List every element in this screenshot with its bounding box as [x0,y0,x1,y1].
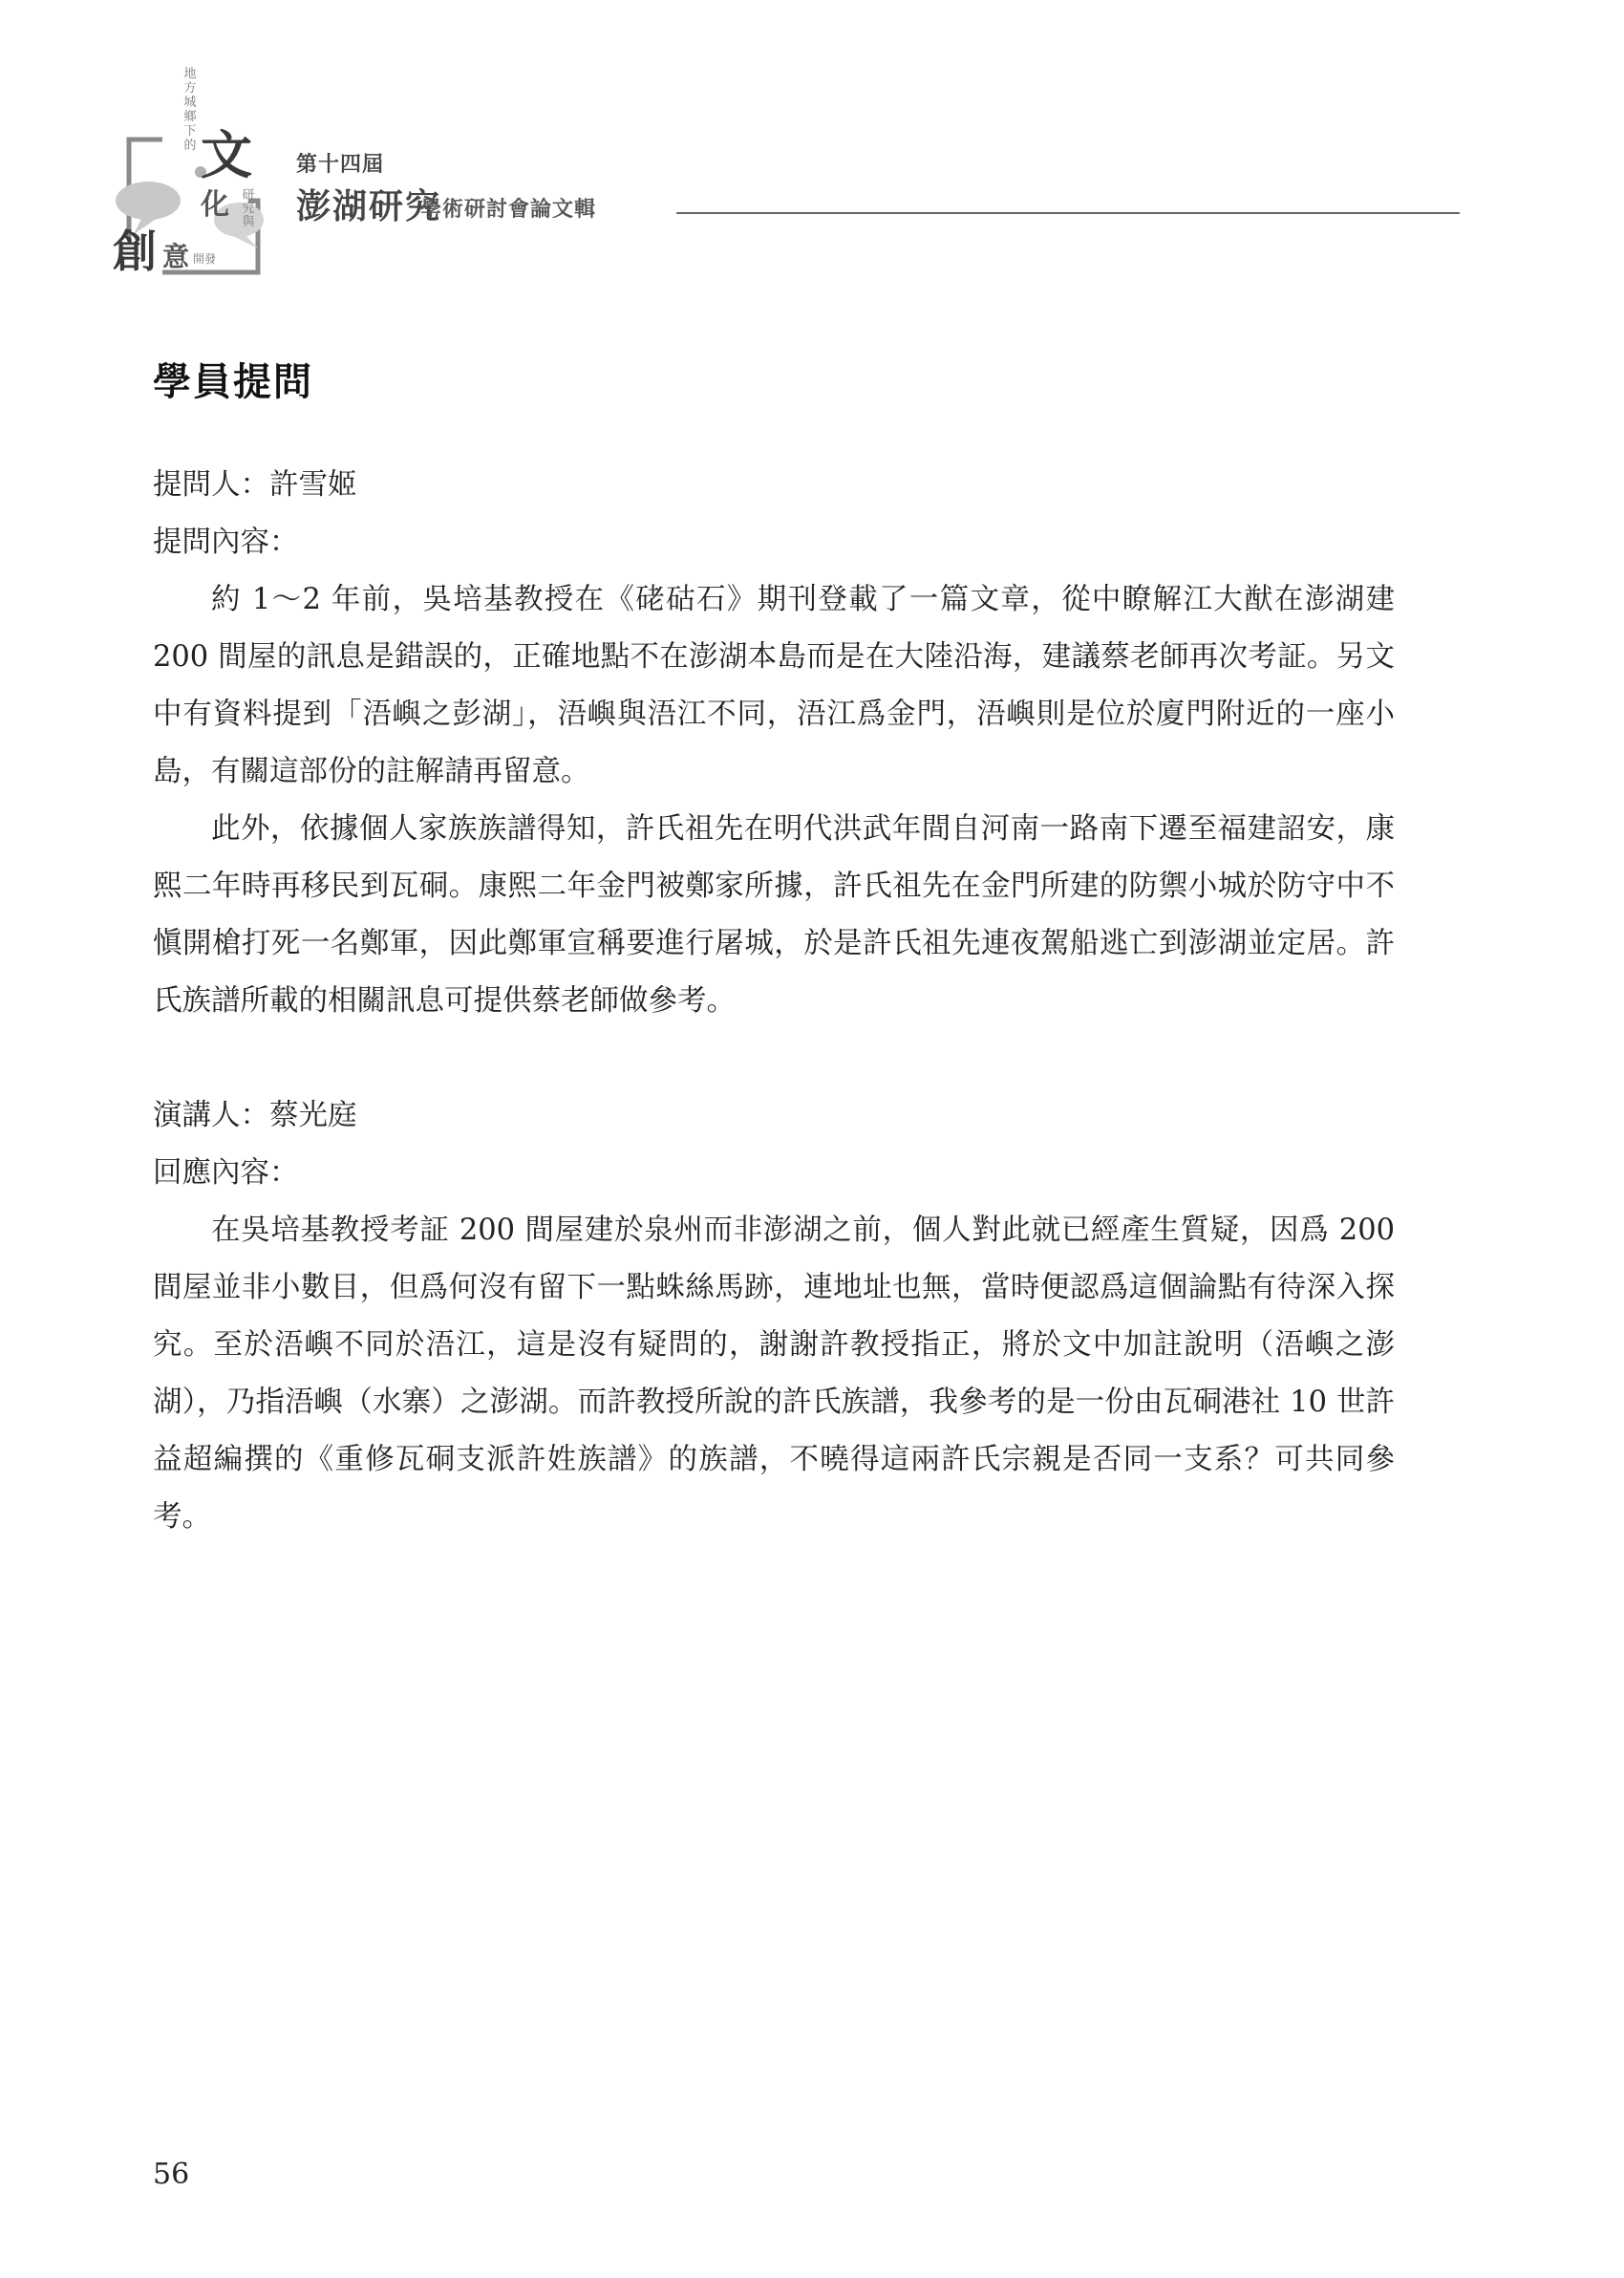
journal-title: 澎湖研究 [296,186,442,226]
conference-logo [105,57,277,277]
question-section [153,457,1395,1030]
logo-character-culture: 文 [201,124,252,185]
logo-character-hua: 化 [201,188,229,222]
logo-vertical-text: 地方城鄉下的 [183,67,197,153]
logo-small-vertical-text: 研究與 [242,188,255,229]
qa-content [153,457,1395,1546]
page-number: 56 [153,2158,190,2191]
header-divider [676,212,1460,214]
logo-small-text: 開發 [193,252,217,266]
page-header [0,0,1624,287]
journal-subtitle: 學術研討會論文輯 [420,197,597,222]
edition-label: 第十四屆 [296,152,385,177]
logo-character-yi: 意 [162,241,190,272]
response-paragraph: 在吳培基教授考証 200 間屋建於泉州而非澎湖之前，個人對此就已經產生質疑，因爲 200 間屋並非小數目，但爲何沒有留下一點蛛絲馬跡，連地址也無，當時便認爲這個論點有待深入探究。至於浯嶼不同於浯江，這是沒有疑問的，謝謝許教授指正，將於文中加註說明（浯嶼之澎湖），乃指浯嶼（水寨）之澎湖。而許教授所說的許氏族譜，我參考的是一份由瓦硐港社 10 世許益超編撰的《重修瓦硐支派許姓族譜》的族譜，不曉得這兩許氏宗親是否同一支系？可共同參考。 [153,1214,1395,1534]
logo-character-chuang: 創 [113,226,157,277]
response-section [153,1087,1395,1546]
section-gap [153,1030,1395,1087]
question-paragraph: 約 1～2 年前，吳培基教授在《硓𥑮石》期刊登載了一篇文章，從中瞭解江大猷在澎湖建 200 間屋的訊息是錯誤的，正確地點不在澎湖本島而是在大陸沿海，建議蔡老師再次考証。另文中有資料提到「浯嶼之彭湖」，浯嶼與浯江不同，浯江爲金門，浯嶼則是位於廈門附近的一座小島，有關這部份的註解請再留意。 [153,583,1395,788]
section-title: 學員提問 [153,359,313,404]
asker-line: 提問人：許雪姬 [153,468,357,502]
speaker-line: 演講人：蔡光庭 [153,1099,357,1132]
response-content-label: 回應內容： [153,1156,299,1190]
question-paragraph: 此外，依據個人家族族譜得知，許氏祖先在明代洪武年間自河南一路南下遷至福建詔安，康熙二年時再移民到瓦硐。康熙二年金門被鄭家所據，許氏祖先在金門所建的防禦小城於防守中不愼開槍打死一名鄭軍，因此鄭軍宣稱要進行屠城，於是許氏祖先連夜駕船逃亡到澎湖並定居。許氏族譜所載的相關訊息可提供蔡老師做參考。 [153,812,1395,1018]
question-content-label: 提問內容： [153,526,299,559]
